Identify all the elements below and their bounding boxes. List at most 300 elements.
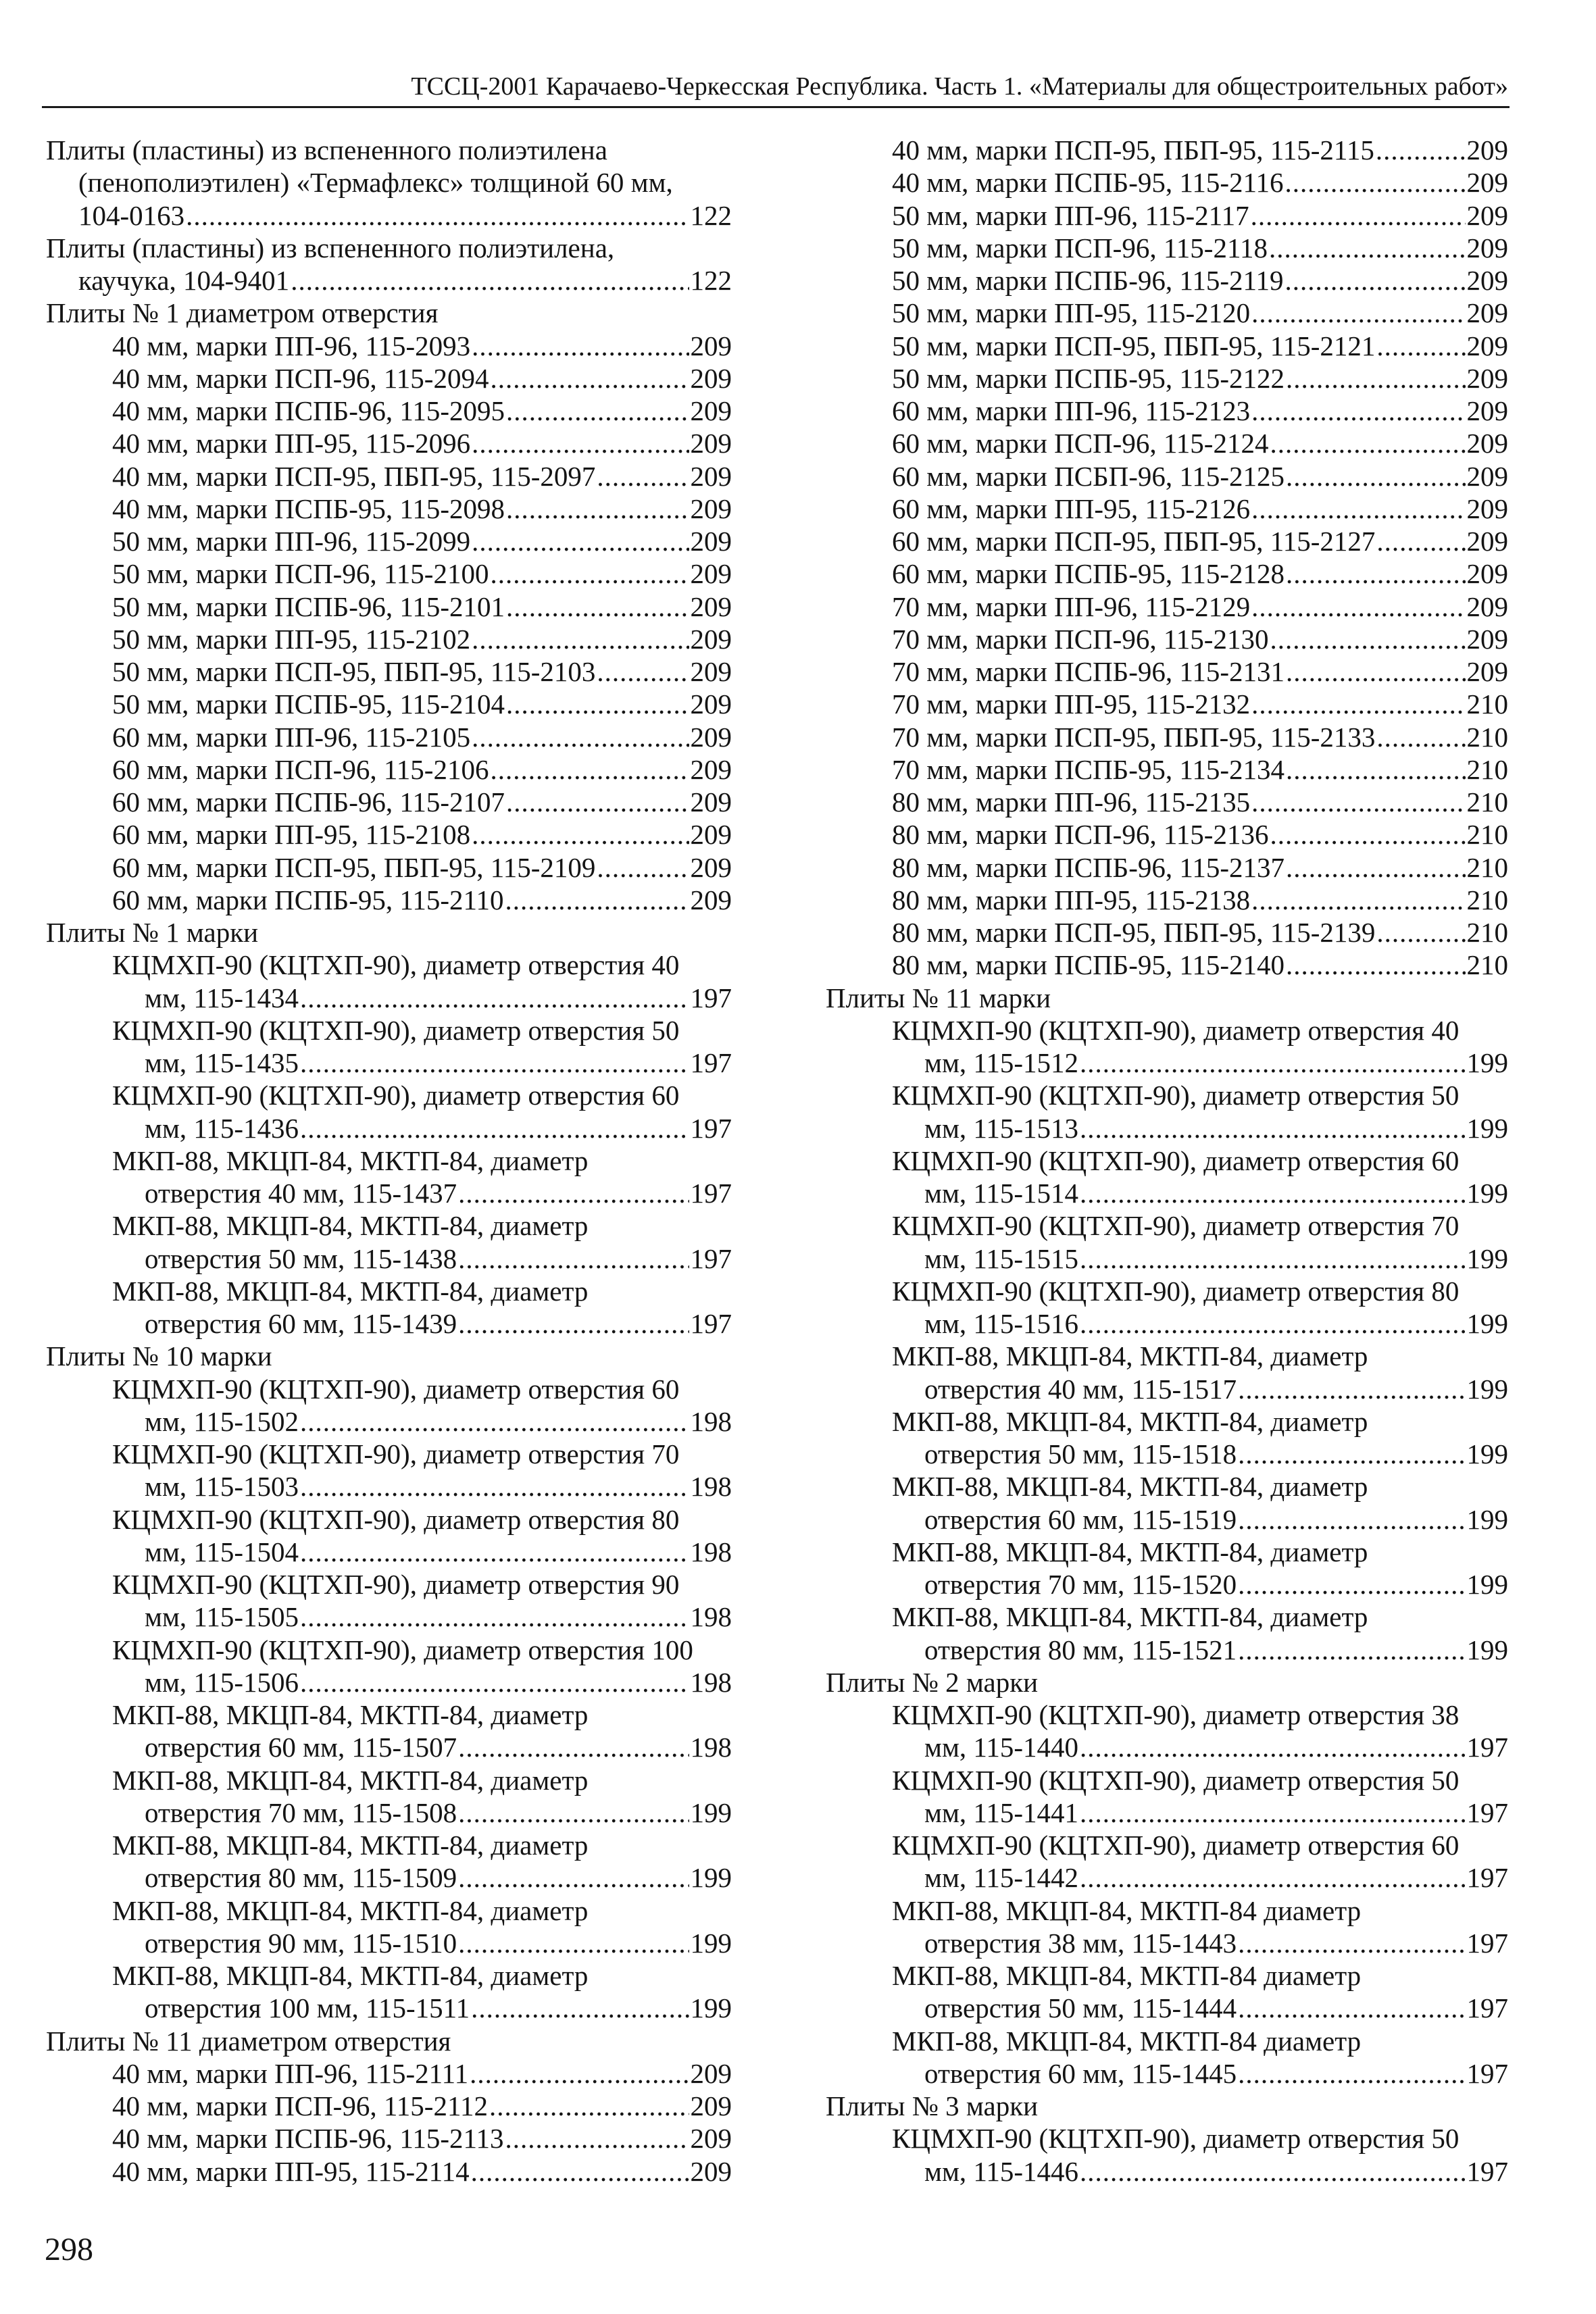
index-entry-text: отверстия 60 мм, 115-1519: [924, 1503, 1237, 1535]
dot-leader: [458, 1927, 689, 1959]
index-entry-text: 40 мм, марки ПП-95, 115-2114: [112, 2155, 470, 2187]
dot-leader: [1251, 884, 1465, 916]
index-entry-text: мм, 115-1440: [924, 1732, 1079, 1763]
index-entry-text: мм, 115-1434: [145, 982, 299, 1013]
index-entry: [826, 199, 1508, 232]
dot-leader: [1376, 330, 1465, 362]
index-page-ref: 209: [1466, 623, 1508, 655]
index-heading: [826, 982, 1508, 1014]
index-entry-text: 80 мм, марки ПСПБ-95, 115-2140: [892, 949, 1285, 981]
index-entry: [826, 655, 1508, 688]
dot-leader: [471, 1992, 689, 2024]
index-entry-text: мм, 115-1503: [145, 1471, 299, 1503]
index-entry: [46, 2090, 732, 2122]
index-entry-text: 50 мм, марки ПСП-95, ПБП-95, 115-2103: [112, 656, 596, 687]
index-entry: [826, 362, 1508, 395]
index-entry: [826, 1503, 1508, 1536]
dot-leader: [1238, 1927, 1465, 1959]
index-entry: [46, 1666, 732, 1699]
index-entry-text: Плиты № 11 марки: [826, 982, 1051, 1013]
index-page-ref: 209: [690, 623, 732, 655]
dot-leader: [472, 623, 689, 655]
dot-leader: [458, 1796, 689, 1829]
index-entry: [826, 721, 1508, 753]
dot-leader: [1238, 1992, 1465, 2024]
index-entry-text: отверстия 70 мм, 115-1508: [145, 1796, 457, 1828]
index-entry: [46, 1861, 732, 1894]
dot-leader: [597, 655, 689, 688]
index-entry: [826, 1829, 1508, 1861]
dot-leader: [300, 1047, 689, 1079]
index-entry-text: отверстия 100 мм, 115-1511: [145, 1992, 470, 2024]
index-page-ref: 210: [1466, 949, 1508, 981]
index-entry: [826, 1601, 1508, 1633]
dot-leader: [1270, 623, 1465, 655]
index-entry: [826, 395, 1508, 427]
index-page-ref: 197: [690, 1047, 732, 1078]
index-entry: [46, 1047, 732, 1079]
index-entry-text: 60 мм, марки ПСП-96, 115-2106: [112, 753, 489, 785]
index-page-ref: 197: [690, 1242, 732, 1274]
index-entry-text: 50 мм, марки ПСП-96, 115-2100: [112, 558, 489, 590]
dot-leader: [186, 199, 689, 232]
index-entry: [46, 1536, 732, 1568]
dot-leader: [471, 2155, 689, 2188]
index-entry-text: 70 мм, марки ПСП-95, ПБП-95, 115-2133: [892, 721, 1376, 753]
index-entry: [826, 1079, 1508, 1111]
index-entry: [46, 688, 732, 720]
index-entry-text: мм, 115-1505: [145, 1601, 299, 1633]
index-entry: [826, 1536, 1508, 1568]
index-entry: [46, 330, 732, 362]
index-entry-text: МКП-88, МКЦП-84, МКТП-84, диаметр: [112, 1210, 589, 1242]
index-entry-text: мм, 115-1504: [145, 1536, 299, 1567]
dot-leader: [300, 1470, 689, 1503]
dot-leader: [506, 395, 689, 427]
index-entry: [46, 1275, 732, 1307]
index-page-ref: 210: [1466, 884, 1508, 915]
dot-leader: [490, 362, 689, 395]
dot-leader: [1269, 232, 1466, 264]
index-entry-text: КЦМХП-90 (КЦТХП-90), диаметр отверстия 50: [892, 1764, 1460, 1796]
dot-leader: [1376, 721, 1465, 753]
index-entry: [826, 1373, 1508, 1405]
index-page-ref: 209: [690, 362, 732, 394]
index-entry-text: каучука, 104-9401: [78, 265, 290, 296]
index-page-ref: 209: [1466, 297, 1508, 329]
index-entry-text: Плиты № 1 диаметром отверстия: [46, 297, 439, 329]
index-page-ref: 209: [1466, 558, 1508, 590]
index-entry: [826, 1209, 1508, 1242]
index-page-ref: 199: [1466, 1569, 1508, 1600]
index-entry: [826, 1438, 1508, 1470]
index-page-ref: 209: [690, 819, 732, 851]
index-entry: [826, 232, 1508, 264]
index-entry: [46, 721, 732, 753]
index-entry: [826, 1764, 1508, 1796]
index-entry-text: мм, 115-1512: [924, 1047, 1079, 1078]
index-entry: [826, 330, 1508, 362]
index-entry-text: 50 мм, марки ПП-96, 115-2099: [112, 526, 471, 557]
index-entry: [826, 1145, 1508, 1177]
index-heading: [46, 297, 732, 329]
dot-leader: [490, 557, 689, 590]
index-page-ref: 209: [1466, 265, 1508, 296]
index-entry: [46, 2122, 732, 2155]
index-page-ref: 209: [690, 786, 732, 818]
index-entry-text: 50 мм, марки ПП-96, 115-2117: [892, 199, 1249, 231]
index-entry-text: 60 мм, марки ПСБП-96, 115-2125: [892, 460, 1285, 492]
index-page-ref: 210: [1466, 851, 1508, 883]
dot-leader: [458, 1861, 689, 1894]
index-entry-text: 60 мм, марки ПСПБ-95, 115-2128: [892, 558, 1285, 590]
index-entry-text: отверстия 70 мм, 115-1520: [924, 1569, 1237, 1600]
dot-leader: [1376, 916, 1465, 949]
index-page-ref: 199: [1466, 1634, 1508, 1665]
index-page-ref: 209: [1466, 330, 1508, 361]
index-entry-text: 40 мм, марки ПСПБ-96, 115-2113: [112, 2123, 504, 2155]
index-entry: [46, 557, 732, 590]
dot-leader: [1286, 460, 1465, 493]
dot-leader: [458, 1307, 689, 1340]
running-header: ТССЦ-2001 Карачаево-Черкесская Республика. Часть 1. «Материалы для общестроительных работ»: [411, 72, 1508, 101]
dot-leader: [458, 1731, 689, 1763]
dot-leader: [1080, 1796, 1465, 1829]
dot-leader: [1251, 199, 1466, 232]
index-entry: [46, 1470, 732, 1503]
index-entry-text: (пенополиэтилен) «Термафлекс» толщиной 60 мм,: [78, 167, 673, 199]
index-entry-text: мм, 115-1506: [145, 1666, 299, 1698]
index-page-ref: 199: [690, 1992, 732, 2024]
dot-leader: [1286, 655, 1465, 688]
dot-leader: [1080, 1242, 1465, 1275]
index-entry: [46, 884, 732, 916]
dot-leader: [1238, 1438, 1465, 1470]
dot-leader: [1251, 786, 1465, 818]
index-entry: [826, 166, 1508, 199]
index-entry-text: КЦМХП-90 (КЦТХП-90), диаметр отверстия 38: [892, 1699, 1460, 1730]
dot-leader: [1286, 362, 1465, 395]
index-entry-text: 50 мм, марки ПСПБ-95, 115-2104: [112, 688, 505, 720]
index-entry: [46, 1568, 732, 1601]
index-entry-text: мм, 115-1441: [924, 1796, 1079, 1828]
index-page-ref: 197: [690, 1178, 732, 1209]
index-entry: [46, 1145, 732, 1177]
index-page-ref: 209: [690, 851, 732, 883]
dot-leader: [291, 264, 689, 297]
index-entry: [46, 1959, 732, 1992]
index-entry-text: 80 мм, марки ПСП-96, 115-2136: [892, 819, 1269, 851]
index-entry: [46, 1112, 732, 1145]
index-entry: [46, 1177, 732, 1209]
index-page-ref: 210: [1466, 819, 1508, 851]
index-entry: [46, 493, 732, 525]
index-page-ref: 197: [1466, 1927, 1508, 1959]
index-entry: [46, 982, 732, 1014]
index-entry: [826, 1894, 1508, 1927]
index-entry: [826, 1959, 1508, 1992]
index-page-ref: 209: [1466, 526, 1508, 557]
index-page-ref: 209: [1466, 493, 1508, 524]
dot-leader: [506, 786, 689, 818]
index-entry-text: 60 мм, марки ПСПБ-95, 115-2110: [112, 884, 504, 915]
index-page-ref: 199: [1466, 1503, 1508, 1535]
index-page-ref: 209: [690, 330, 732, 361]
index-page-ref: 210: [1466, 721, 1508, 753]
index-page-ref: 209: [690, 460, 732, 492]
dot-leader: [506, 493, 689, 525]
index-entry: [826, 1177, 1508, 1209]
dot-leader: [300, 1536, 689, 1568]
index-entry: [826, 1568, 1508, 1601]
index-entry-text: отверстия 60 мм, 115-1445: [924, 2057, 1237, 2089]
index-entry: [826, 1340, 1508, 1372]
index-entry-text: отверстия 50 мм, 115-1438: [145, 1242, 457, 1274]
index-entry-text: 80 мм, марки ПП-95, 115-2138: [892, 884, 1251, 915]
index-entry-text: КЦМХП-90 (КЦТХП-90), диаметр отверстия 70: [892, 1210, 1460, 1242]
index-entry-text: мм, 115-1442: [924, 1862, 1079, 1894]
index-page-ref: 209: [1466, 395, 1508, 426]
index-entry-text: 70 мм, марки ПСПБ-95, 115-2134: [892, 753, 1285, 785]
index-page-ref: 209: [1466, 232, 1508, 263]
index-entry-text: МКП-88, МКЦП-84, МКТП-84, диаметр: [112, 1830, 589, 1861]
index-page-ref: 198: [690, 1405, 732, 1437]
dot-leader: [597, 460, 689, 493]
index-page-ref: 209: [690, 558, 732, 590]
index-entry-text: 40 мм, марки ПП-96, 115-2111: [112, 2057, 469, 2089]
index-entry-text: мм, 115-1502: [145, 1405, 299, 1437]
index-entry: [46, 590, 732, 623]
index-entry: [46, 1503, 732, 1536]
index-page-ref: 209: [690, 2155, 732, 2187]
index-entry: [46, 851, 732, 884]
index-entry: [46, 166, 732, 199]
index-entry-text: КЦМХП-90 (КЦТХП-90), диаметр отверстия 70: [112, 1438, 680, 1469]
page-number: 298: [45, 2232, 93, 2267]
index-entry-text: 60 мм, марки ПСПБ-96, 115-2107: [112, 786, 505, 818]
index-entry: [826, 1307, 1508, 1340]
index-page-ref: 198: [690, 1471, 732, 1503]
index-entry-text: МКП-88, МКЦП-84, МКТП-84, диаметр: [892, 1601, 1368, 1633]
index-page-ref: 197: [1466, 2155, 1508, 2187]
index-page-ref: 198: [690, 1536, 732, 1567]
index-entry-text: КЦМХП-90 (КЦТХП-90), диаметр отверстия 40: [112, 949, 680, 981]
index-entry-text: отверстия 40 мм, 115-1517: [924, 1373, 1237, 1405]
index-entry-text: МКП-88, МКЦП-84, МКТП-84 диаметр: [892, 2025, 1362, 2057]
index-entry: [826, 1731, 1508, 1763]
index-page-ref: 199: [1466, 1178, 1508, 1209]
index-page-ref: 209: [1466, 199, 1508, 231]
index-entry: [826, 2025, 1508, 2057]
dot-leader: [470, 2057, 689, 2090]
index-entry-text: 50 мм, марки ПП-95, 115-2102: [112, 623, 471, 655]
index-page-ref: 198: [690, 1666, 732, 1698]
dot-leader: [300, 982, 689, 1014]
index-entry: [826, 1861, 1508, 1894]
index-entry: [826, 623, 1508, 655]
index-heading: [46, 916, 732, 949]
index-entry: [46, 949, 732, 981]
index-entry-text: КЦМХП-90 (КЦТХП-90), диаметр отверстия 80: [892, 1275, 1460, 1307]
index-entry-text: 70 мм, марки ПСПБ-96, 115-2131: [892, 656, 1285, 687]
dot-leader: [489, 2090, 689, 2122]
index-entry-text: МКП-88, МКЦП-84, МКТП-84, диаметр: [112, 1894, 589, 1926]
index-entry: [826, 134, 1508, 166]
dot-leader: [458, 1242, 689, 1275]
index-page-ref: 209: [1466, 134, 1508, 166]
dot-leader: [1376, 525, 1465, 557]
index-entry-text: отверстия 60 мм, 115-1439: [145, 1308, 457, 1339]
dot-leader: [506, 688, 689, 720]
index-entry-text: 40 мм, марки ПСП-95, ПБП-95, 115-2097: [112, 460, 596, 492]
index-column-right: [826, 134, 1508, 2188]
index-page-ref: 209: [690, 493, 732, 524]
index-entry: [826, 1699, 1508, 1731]
index-entry-text: отверстия 60 мм, 115-1507: [145, 1732, 457, 1763]
index-entry: [826, 1992, 1508, 2024]
index-entry-text: 40 мм, марки ПСПБ-95, 115-2098: [112, 493, 505, 524]
index-entry-text: 40 мм, марки ПСПБ-96, 115-2095: [112, 395, 505, 426]
index-page-ref: 199: [1466, 1047, 1508, 1078]
index-entry-text: мм, 115-1514: [924, 1178, 1079, 1209]
index-page-ref: 209: [690, 2123, 732, 2155]
index-entry-text: 60 мм, марки ПП-96, 115-2123: [892, 395, 1251, 426]
index-entry: [826, 1405, 1508, 1438]
index-page-ref: 197: [1466, 1992, 1508, 2024]
index-entry-text: 50 мм, марки ПСПБ-95, 115-2122: [892, 362, 1285, 394]
index-page-ref: 197: [1466, 1796, 1508, 1828]
index-entry: [46, 525, 732, 557]
index-page-ref: 209: [690, 688, 732, 720]
index-page-ref: 197: [1466, 1732, 1508, 1763]
dot-leader: [1251, 493, 1465, 525]
index-entry-text: КЦМХП-90 (КЦТХП-90), диаметр отверстия 60: [112, 1080, 680, 1111]
index-page-ref: 197: [690, 982, 732, 1013]
dot-leader: [1285, 264, 1466, 297]
index-page-ref: 209: [690, 656, 732, 687]
index-entry: [46, 1373, 732, 1405]
index-entry-text: 40 мм, марки ПСП-96, 115-2112: [112, 2090, 488, 2121]
index-page-ref: 210: [1466, 786, 1508, 818]
index-entry-text: МКП-88, МКЦП-84, МКТП-84, диаметр: [112, 1699, 589, 1730]
index-entry: [46, 1209, 732, 1242]
index-entry: [46, 427, 732, 459]
dot-leader: [1080, 2155, 1465, 2188]
index-entry: [46, 1079, 732, 1111]
index-entry: [826, 818, 1508, 851]
index-page-ref: 122: [690, 199, 732, 231]
index-page-ref: 209: [690, 721, 732, 753]
dot-leader: [597, 851, 689, 884]
dot-leader: [1285, 166, 1466, 199]
index-entry-text: отверстия 80 мм, 115-1521: [924, 1634, 1237, 1665]
index-entry-text: 40 мм, марки ПСП-96, 115-2094: [112, 362, 489, 394]
index-entry-text: МКП-88, МКЦП-84, МКТП-84, диаметр: [112, 1764, 589, 1796]
index-entry-text: отверстия 40 мм, 115-1437: [145, 1178, 457, 1209]
index-heading: [46, 134, 732, 166]
index-entry-text: 70 мм, марки ПСП-96, 115-2130: [892, 623, 1269, 655]
index-page-ref: 209: [1466, 460, 1508, 492]
dot-leader: [1270, 818, 1465, 851]
dot-leader: [472, 818, 689, 851]
index-page-ref: 197: [690, 1112, 732, 1144]
index-entry: [826, 1047, 1508, 1079]
index-page-ref: 209: [1466, 428, 1508, 459]
index-entry: [826, 590, 1508, 623]
index-heading: [46, 2025, 732, 2057]
dot-leader: [300, 1601, 689, 1633]
dot-leader: [1238, 1634, 1465, 1666]
index-entry: [826, 297, 1508, 329]
dot-leader: [1080, 1112, 1465, 1145]
index-entry-text: 50 мм, марки ПСПБ-96, 115-2101: [112, 590, 505, 622]
index-page-ref: 199: [690, 1796, 732, 1828]
index-entry: [46, 1699, 732, 1731]
index-entry-text: МКП-88, МКЦП-84, МКТП-84, диаметр: [892, 1405, 1368, 1437]
index-entry-text: КЦМХП-90 (КЦТХП-90), диаметр отверстия 50: [892, 2123, 1460, 2155]
index-entry-text: 104-0163: [78, 199, 185, 231]
index-page-ref: 209: [690, 395, 732, 426]
index-entry: [46, 1894, 732, 1927]
index-page-ref: 209: [1466, 167, 1508, 199]
index-entry: [46, 362, 732, 395]
index-heading: [826, 1666, 1508, 1699]
index-entry-text: Плиты № 1 марки: [46, 917, 259, 948]
dot-leader: [300, 1666, 689, 1699]
dot-leader: [1080, 1177, 1465, 1209]
index-entry-text: 40 мм, марки ПСПБ-95, 115-2116: [892, 167, 1284, 199]
dot-leader: [458, 1177, 689, 1209]
index-entry: [46, 1731, 732, 1763]
index-page-ref: 199: [1466, 1308, 1508, 1339]
index-entry-text: Плиты № 2 марки: [826, 1666, 1039, 1698]
index-column-left: [46, 134, 732, 2188]
index-heading: [46, 232, 732, 264]
index-entry: [46, 1927, 732, 1959]
index-entry: [826, 1796, 1508, 1829]
index-entry-text: КЦМХП-90 (КЦТХП-90), диаметр отверстия 50: [892, 1080, 1460, 1111]
index-entry: [46, 1829, 732, 1861]
index-entry: [46, 1796, 732, 1829]
index-entry-text: КЦМХП-90 (КЦТХП-90), диаметр отверстия 60: [112, 1373, 680, 1405]
index-entry-text: МКП-88, МКЦП-84, МКТП-84, диаметр: [112, 1960, 589, 1991]
dot-leader: [505, 884, 689, 916]
index-entry-text: отверстия 90 мм, 115-1510: [145, 1927, 457, 1959]
dot-leader: [1286, 851, 1465, 884]
index-entry-text: отверстия 80 мм, 115-1509: [145, 1862, 457, 1894]
index-entry: [826, 916, 1508, 949]
index-entry-text: 50 мм, марки ПСП-96, 115-2118: [892, 232, 1268, 263]
dot-leader: [506, 590, 689, 623]
index-page-ref: 209: [690, 2057, 732, 2089]
index-page-ref: 198: [690, 1732, 732, 1763]
index-entry: [826, 525, 1508, 557]
index-entry: [46, 460, 732, 493]
dot-leader: [472, 330, 689, 362]
dot-leader: [472, 525, 689, 557]
index-entry-text: 80 мм, марки ПП-96, 115-2135: [892, 786, 1251, 818]
dot-leader: [490, 753, 689, 786]
index-entry: [46, 1601, 732, 1633]
index-page-ref: 209: [1466, 590, 1508, 622]
index-entry-text: 60 мм, марки ПП-95, 115-2108: [112, 819, 471, 851]
dot-leader: [1270, 427, 1465, 459]
index-entry: [46, 655, 732, 688]
index-entry: [826, 1112, 1508, 1145]
index-entry-text: отверстия 50 мм, 115-1518: [924, 1438, 1237, 1469]
index-entry-text: отверстия 38 мм, 115-1443: [924, 1927, 1237, 1959]
dot-leader: [1286, 557, 1465, 590]
